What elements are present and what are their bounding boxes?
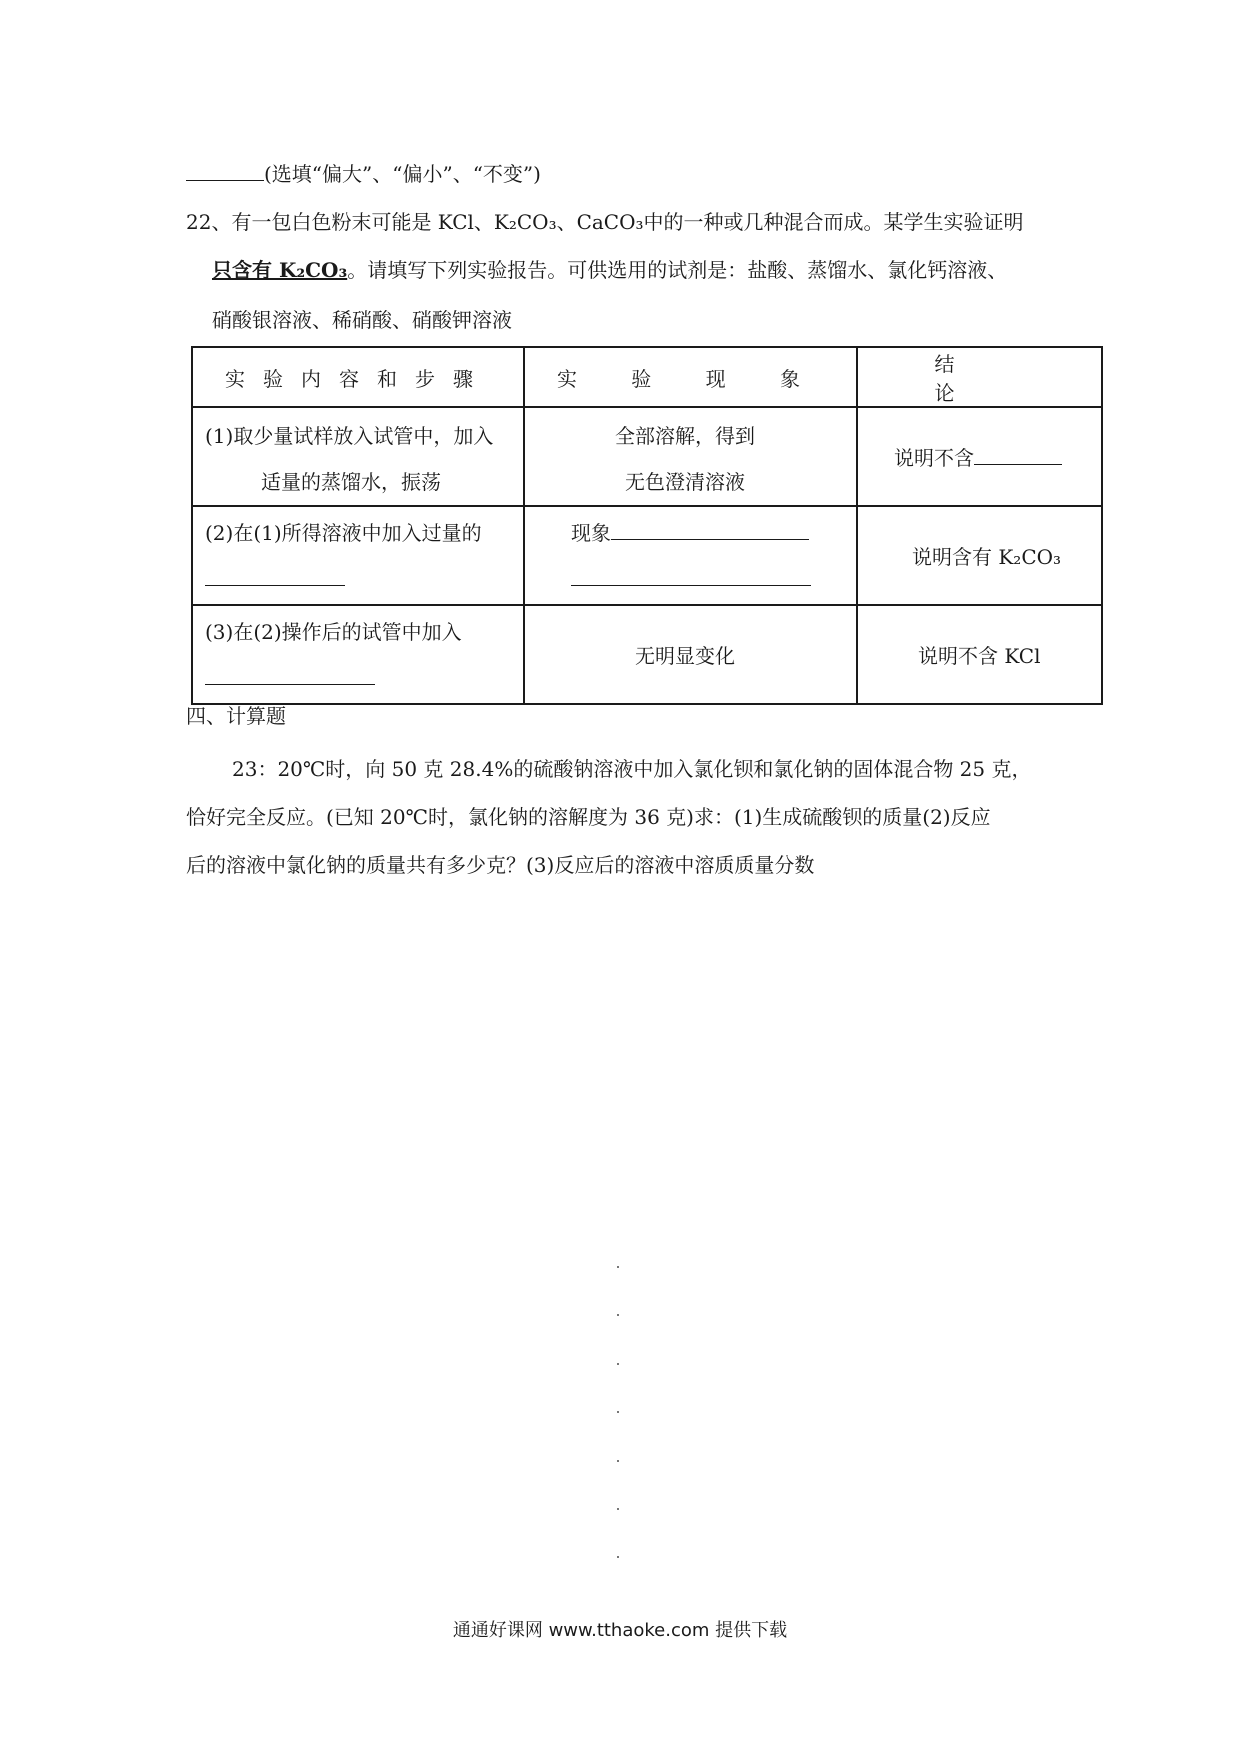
answer-blank bbox=[205, 664, 375, 685]
decorative-dot bbox=[617, 1314, 619, 1316]
answer-blank bbox=[186, 160, 264, 181]
row1-obs-a: 全部溶解，得到 bbox=[615, 424, 755, 448]
row3-concl: 说明不含 KCl bbox=[918, 644, 1041, 668]
row3-obs: 无明显变化 bbox=[635, 644, 735, 668]
row2-obs-blank-2 bbox=[571, 565, 811, 586]
answer-blank bbox=[205, 565, 345, 586]
header-conclusion: 结 论 bbox=[857, 347, 1102, 407]
decorative-dot bbox=[617, 1460, 619, 1462]
table-row bbox=[192, 407, 1102, 506]
row2-obs bbox=[571, 519, 809, 547]
decorative-dot bbox=[617, 1411, 619, 1413]
row2-step-blank bbox=[205, 565, 345, 593]
row1-obs-cell bbox=[524, 407, 857, 506]
q22-line3: 硝酸银溶液、稀硝酸、硝酸钾溶液 bbox=[212, 308, 512, 332]
experiment-report-table bbox=[191, 346, 1103, 705]
header-observations: 实 验 现 象 bbox=[524, 347, 857, 407]
table-header-row bbox=[192, 347, 1102, 407]
row3-obs-cell bbox=[524, 605, 857, 704]
row1-step-a: (1)取少量试样放入试管中，加入 bbox=[205, 424, 494, 448]
decorative-dot bbox=[617, 1363, 619, 1365]
q22-bold-part: 只含有 K₂CO₃ bbox=[212, 258, 348, 282]
section-heading: 四、计算题 bbox=[186, 704, 286, 728]
table-row bbox=[192, 605, 1102, 704]
row1-concl-text: 说明不含 bbox=[894, 446, 974, 470]
row1-concl-blank bbox=[974, 444, 1062, 465]
q23-line3: 后的溶液中氯化钠的质量共有多少克？(3)反应后的溶液中溶质质量分数 bbox=[186, 853, 815, 877]
decorative-dot bbox=[617, 1556, 619, 1558]
row2-obs-line2 bbox=[571, 565, 811, 593]
row3-step-cell bbox=[192, 605, 524, 704]
row2-obs-blank-1 bbox=[611, 519, 809, 540]
decorative-dot bbox=[617, 1266, 619, 1268]
page-footer: 通通好课网 www.tthaoke.com 提供下载 bbox=[452, 1620, 788, 1641]
row2-step-cell bbox=[192, 506, 524, 605]
q21-tail-text: (选填“偏大”、“偏小”、“不变”) bbox=[264, 162, 541, 186]
row1-concl-cell bbox=[857, 407, 1102, 506]
q21-tail bbox=[186, 160, 541, 188]
q22-line1: 22、有一包白色粉末可能是 KCl、K₂CO₃、CaCO₃中的一种或几种混合而成。某学生实验证明 bbox=[186, 210, 1024, 234]
table-row bbox=[192, 506, 1102, 605]
decorative-dot bbox=[617, 1508, 619, 1510]
row2-obs-label: 现象 bbox=[571, 521, 611, 545]
row1-step-cell bbox=[192, 407, 524, 506]
row1-step-b: 适量的蒸馏水，振荡 bbox=[261, 470, 441, 494]
row2-concl: 说明含有 K₂CO₃ bbox=[912, 545, 1062, 569]
row1-concl bbox=[894, 444, 1062, 472]
row3-step: (3)在(2)操作后的试管中加入 bbox=[205, 620, 462, 644]
row2-obs-cell bbox=[524, 506, 857, 605]
row2-step: (2)在(1)所得溶液中加入过量的 bbox=[205, 521, 482, 545]
q23-line1: 23：20℃时，向 50 克 28.4%的硫酸钠溶液中加入氯化钡和氯化钠的固体混合物 25 克， bbox=[232, 757, 1032, 781]
header-steps: 实验内容和步骤 bbox=[192, 347, 524, 407]
row1-obs-b: 无色澄清溶液 bbox=[625, 470, 745, 494]
row3-concl-cell bbox=[857, 605, 1102, 704]
q23-line2: 恰好完全反应。(已知 20℃时，氯化钠的溶解度为 36 克)求：(1)生成硫酸钡的质量(2)反应 bbox=[186, 805, 991, 829]
row2-concl-cell bbox=[857, 506, 1102, 605]
row3-step-blank bbox=[205, 664, 375, 692]
q22-line2-rest: 。请填写下列实验报告。可供选用的试剂是：盐酸、蒸馏水、氯化钙溶液、 bbox=[347, 258, 1008, 282]
q22-line2 bbox=[212, 256, 1007, 284]
